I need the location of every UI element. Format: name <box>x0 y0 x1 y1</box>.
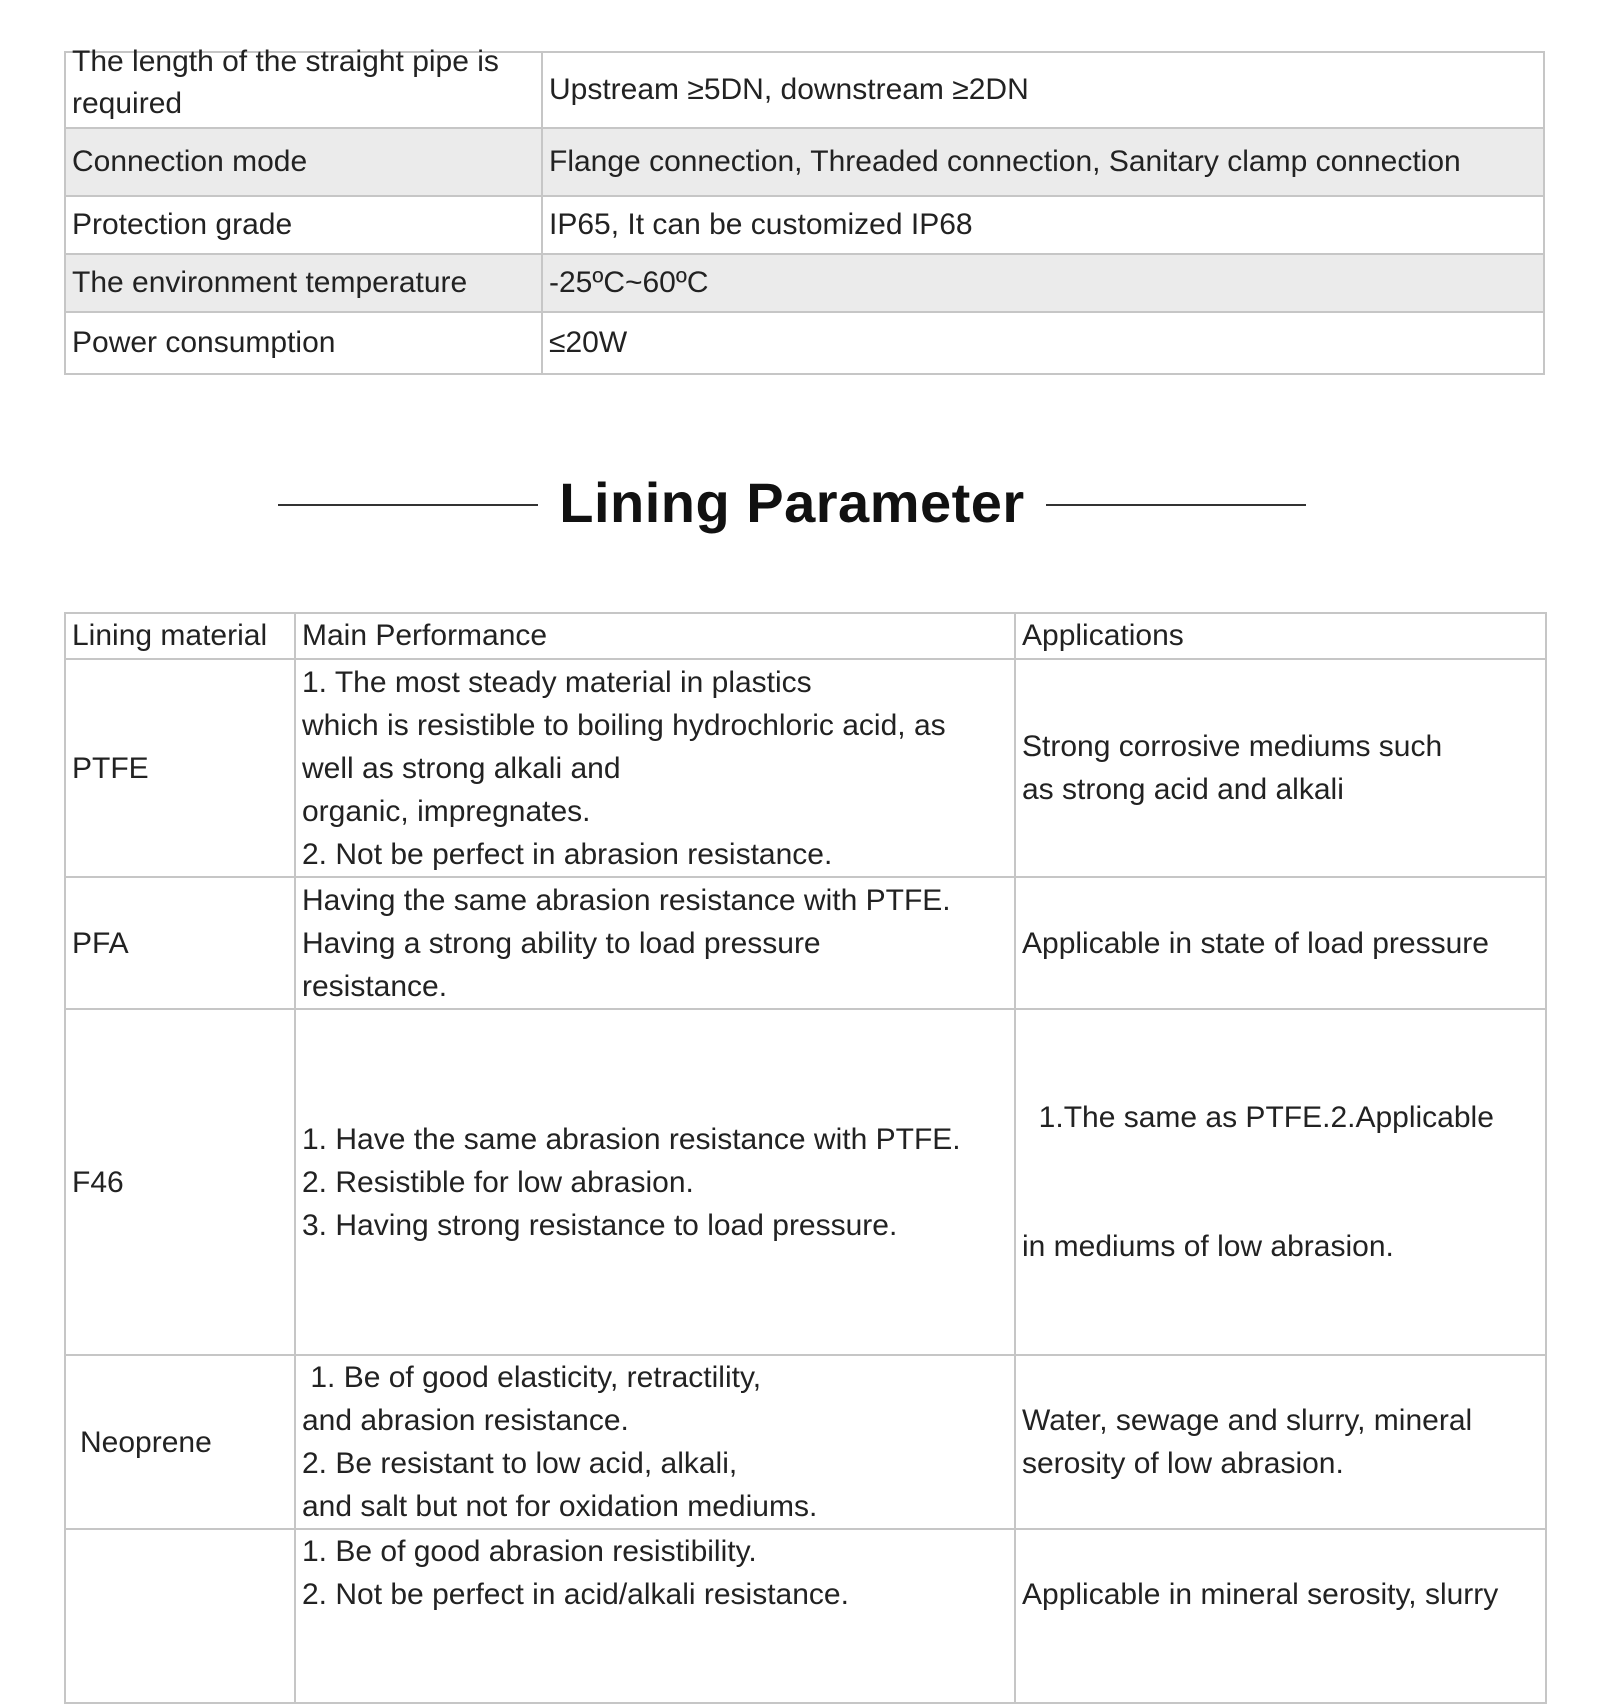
spec-table-container <box>64 0 1545 378</box>
applications-line: 1.The same as PTFE.2.Applicable <box>1022 1101 1494 1134</box>
applications-cell <box>1015 1009 1546 1355</box>
spec-row <box>65 254 1544 312</box>
applications-cell <box>1015 1355 1546 1529</box>
material-cell: F46 <box>65 1009 295 1355</box>
spec-value: ≤20W <box>542 312 1544 374</box>
applications-line: Strong corrosive mediums such <box>1022 730 1443 763</box>
header-lining-material: Lining material <box>65 613 295 659</box>
performance-line: which is resistible to boiling hydrochloric acid, as <box>302 708 946 742</box>
header-main-performance: Main Performance <box>295 613 1015 659</box>
performance-line: well as strong alkali and <box>302 751 621 785</box>
spec-table <box>64 45 1545 375</box>
spec-value: Flange connection, Threaded connection, Sanitary clamp connection <box>542 128 1544 196</box>
table-row <box>65 1529 1546 1703</box>
spec-row <box>65 128 1544 196</box>
lining-table-container <box>64 612 1545 1611</box>
performance-line: Having a strong ability to load pressure <box>302 926 821 960</box>
performance-cell <box>295 1009 1015 1355</box>
applications-cell <box>1015 1529 1546 1703</box>
applications-line: in mediums of low abrasion. <box>1022 1230 1394 1263</box>
performance-line: 2. Not be perfect in acid/alkali resistance. <box>302 1578 849 1611</box>
applications-line: as strong acid and alkali <box>1022 773 1344 806</box>
heading-rule-left <box>278 504 538 506</box>
table-row <box>65 1009 1546 1355</box>
performance-cell <box>295 877 1015 1009</box>
table-row <box>65 1355 1546 1529</box>
performance-cell <box>295 1355 1015 1529</box>
performance-line: 2. Resistible for low abrasion. <box>302 1165 694 1199</box>
spec-row <box>65 196 1544 254</box>
lining-header-row <box>65 613 1546 659</box>
performance-cell <box>295 659 1015 877</box>
performance-line: 1. Be of good elasticity, retractility, <box>302 1361 762 1394</box>
table-row <box>65 877 1546 1009</box>
spec-label: The length of the straight pipe is required <box>65 52 542 128</box>
lining-table <box>64 612 1547 1704</box>
spec-label: Power consumption <box>65 312 542 374</box>
applications-line <box>1022 1530 1539 1573</box>
material-cell <box>65 1529 295 1703</box>
table-row <box>65 659 1546 877</box>
spec-value: Upstream ≥5DN, downstream ≥2DN <box>542 52 1544 128</box>
spec-label: The environment temperature <box>65 254 542 312</box>
spec-row <box>65 52 1544 128</box>
performance-line: 3. Having strong resistance to load pressure. <box>302 1208 898 1242</box>
performance-line: and abrasion resistance. <box>302 1404 629 1437</box>
heading-rule-right <box>1046 504 1306 506</box>
applications-line: Water, sewage and slurry, mineral <box>1022 1404 1473 1437</box>
performance-line: and salt but not for oxidation mediums. <box>302 1490 818 1523</box>
applications-cell <box>1015 877 1546 1009</box>
spec-value: -25ºC~60ºC <box>542 254 1544 312</box>
spec-label: Protection grade <box>65 196 542 254</box>
applications-line: serosity of low abrasion. <box>1022 1447 1344 1480</box>
material-cell: PFA <box>65 877 295 1009</box>
header-applications: Applications <box>1015 613 1546 659</box>
performance-line: organic, impregnates. <box>302 794 591 828</box>
performance-line: 2. Be resistant to low acid, alkali, <box>302 1447 738 1480</box>
performance-line: 2. Not be perfect in abrasion resistance. <box>302 837 833 871</box>
spec-label: Connection mode <box>65 128 542 196</box>
applications-cell <box>1015 659 1546 877</box>
applications-line: Applicable in state of load pressure <box>1022 926 1489 960</box>
performance-line: 1. The most steady material in plastics <box>302 665 812 699</box>
section-title: Lining Parameter <box>559 471 1025 534</box>
performance-line: 1. Be of good abrasion resistibility. <box>302 1535 757 1568</box>
performance-cell <box>295 1529 1015 1703</box>
performance-line: resistance. <box>302 969 448 1003</box>
spec-value: IP65, It can be customized IP68 <box>542 196 1544 254</box>
material-cell: Neoprene <box>65 1355 295 1529</box>
applications-line: Applicable in mineral serosity, slurry <box>1022 1578 1499 1611</box>
spec-row <box>65 312 1544 374</box>
section-heading <box>0 460 1600 550</box>
performance-line: Having the same abrasion resistance with PTFE. <box>302 883 951 917</box>
performance-line: 1. Have the same abrasion resistance with PTFE. <box>302 1122 961 1156</box>
material-cell: PTFE <box>65 659 295 877</box>
